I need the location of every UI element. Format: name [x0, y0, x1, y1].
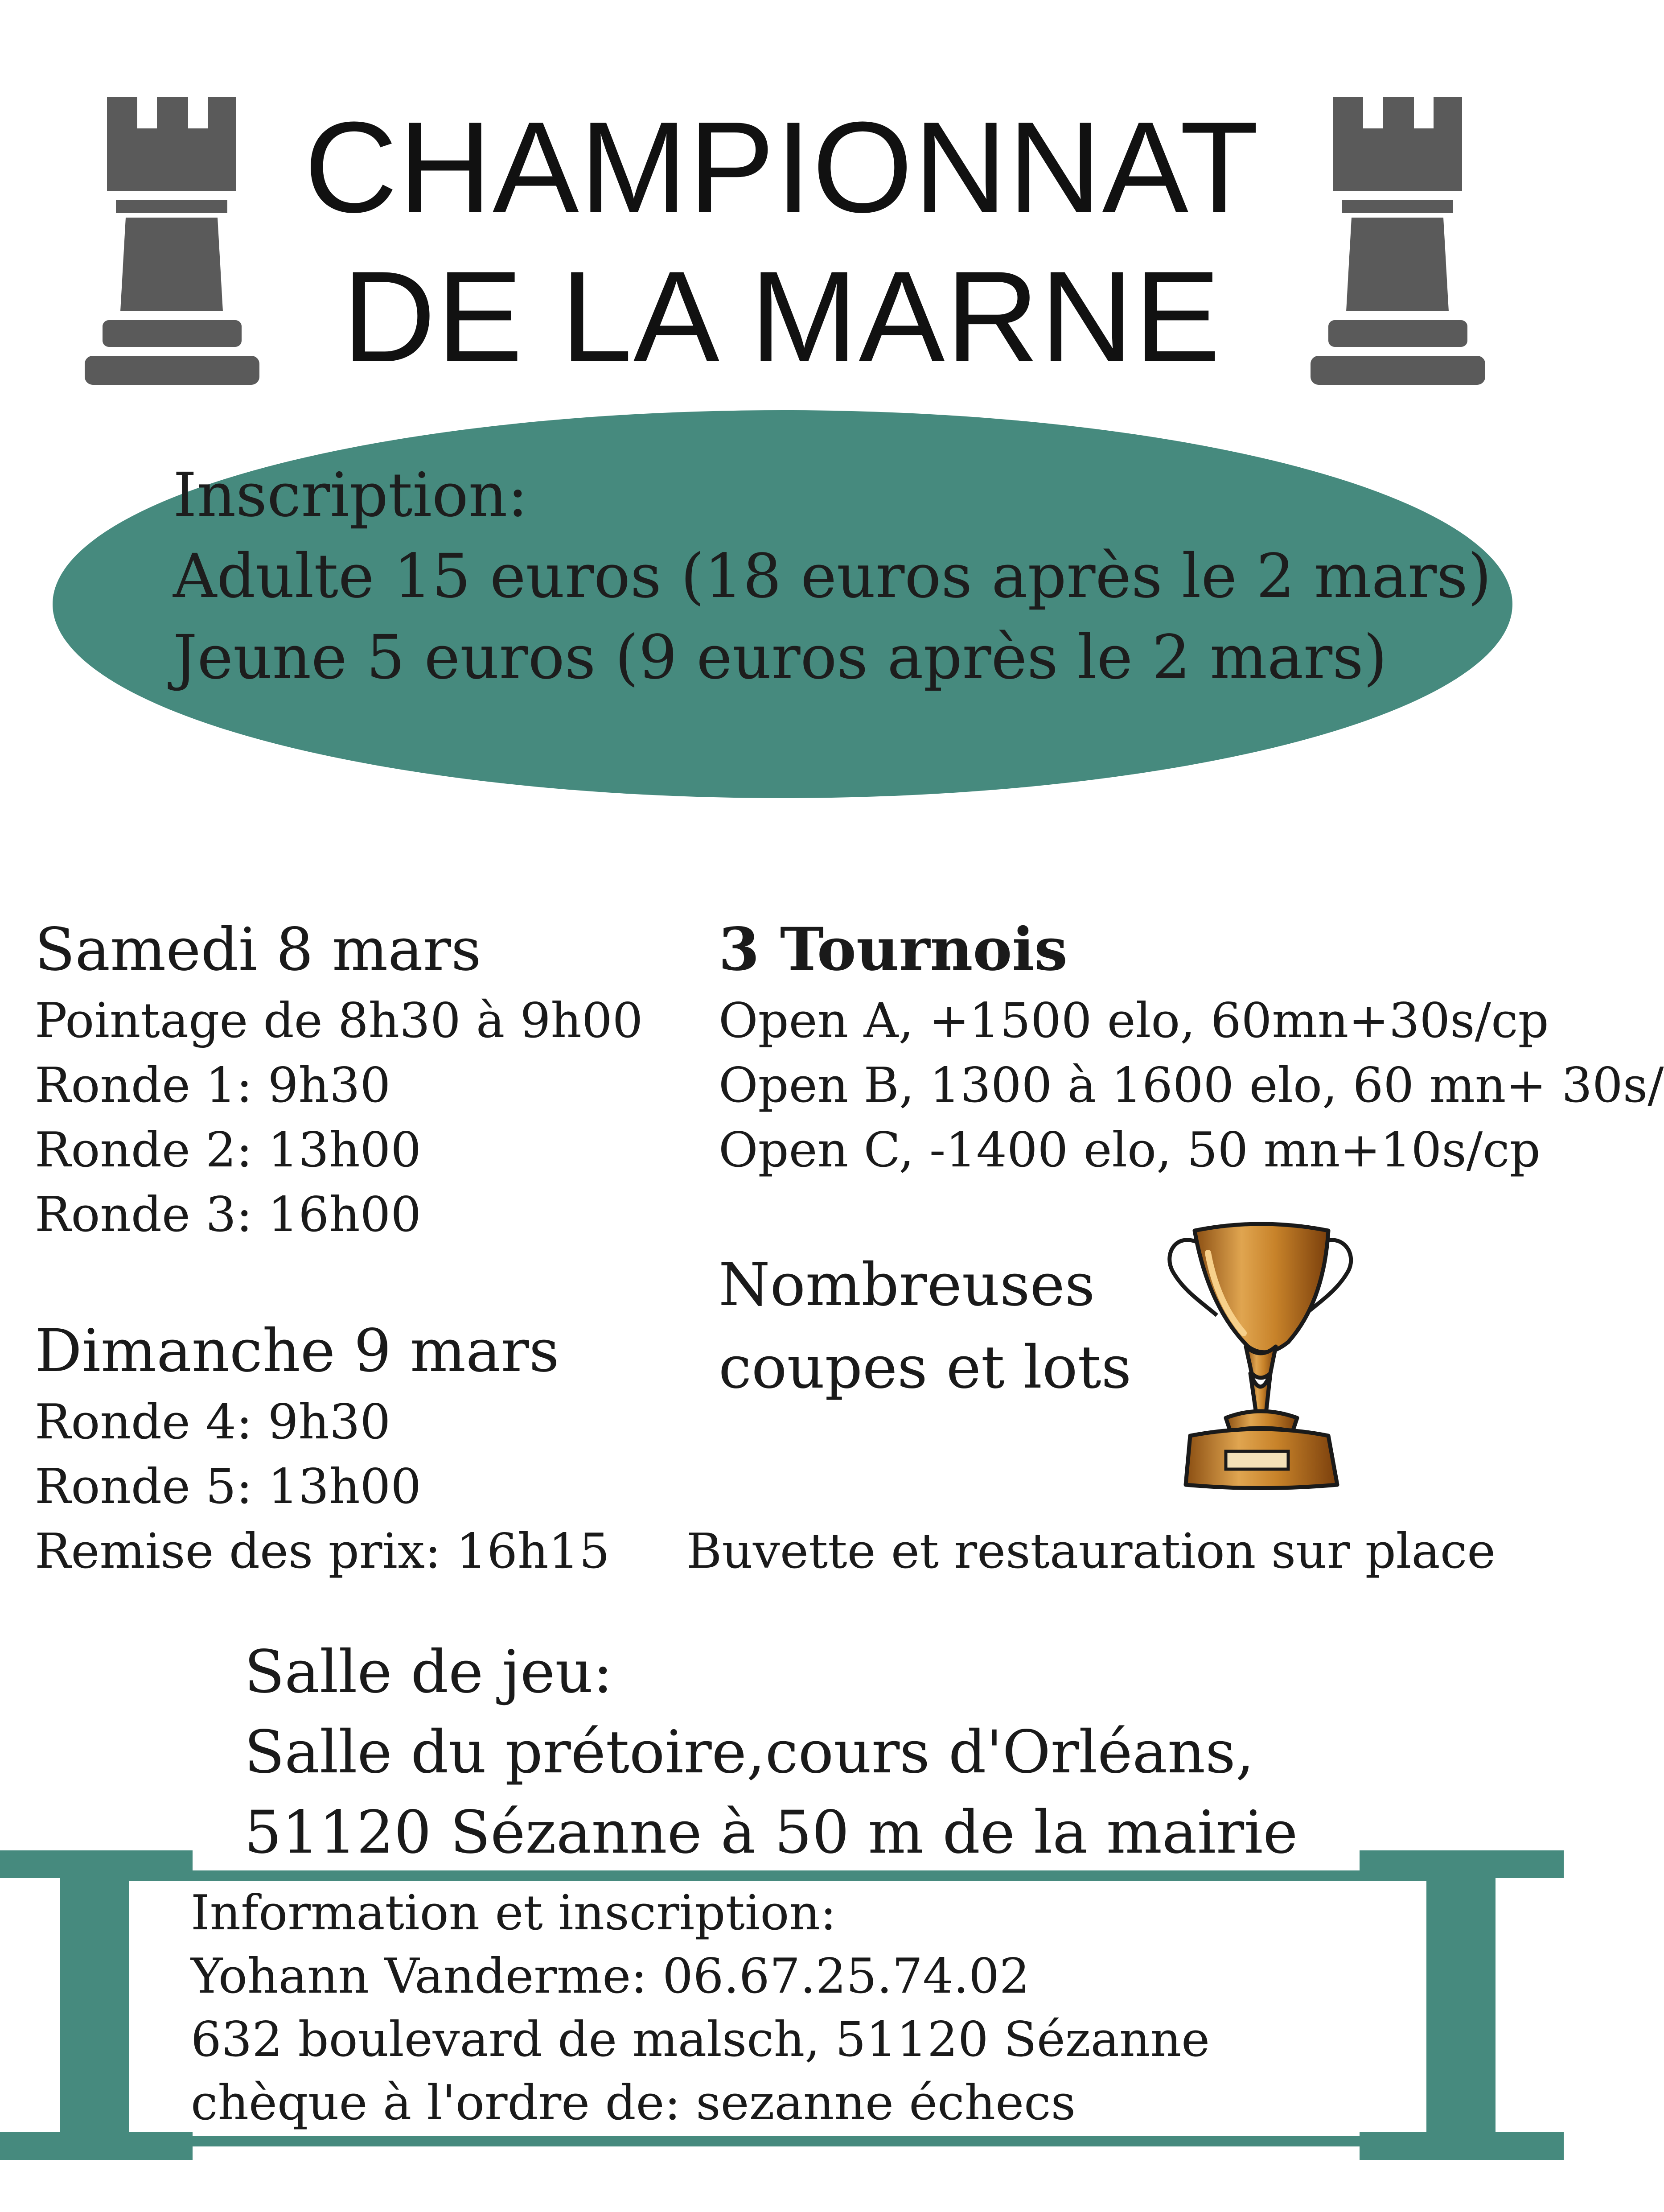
page-title-line-2: DE LA MARNE	[342, 244, 1221, 389]
venue	[244, 1632, 1298, 1873]
saturday-line: Ronde 2: 13h00	[35, 1122, 422, 1178]
refreshments-note: Buvette et restauration sur place	[686, 1524, 1496, 1579]
registration-adult: Adulte 15 euros (18 euros après le 2 mars)	[173, 541, 1491, 612]
registration-youth: Jeune 5 euros (9 euros après le 2 mars)	[173, 622, 1387, 693]
tournaments-heading: 3 Tournois	[719, 915, 1068, 984]
saturday-line: Ronde 3: 16h00	[35, 1187, 422, 1243]
contact-address: 632 boulevard de malsch, 51120 Sézanne	[191, 2012, 1210, 2068]
prizes-line-1: Nombreuses	[719, 1251, 1095, 1319]
trophy-icon	[1159, 1213, 1364, 1489]
contact-phone: Yohann Vanderme: 06.67.25.74.02	[191, 1948, 1030, 2004]
contact-info	[191, 1882, 1210, 2135]
tournament-line: Open B, 1300 à 1600 elo, 60 mn+ 30s/	[719, 1058, 1664, 1113]
saturday-heading: Samedi 8 mars	[35, 915, 481, 984]
frame-bar	[125, 1870, 1440, 1881]
venue-line-2: 51120 Sézanne à 50 m de la mairie	[244, 1798, 1298, 1867]
frame-bar	[125, 2136, 1440, 2146]
tournament-line: Open C, -1400 elo, 50 mn+10s/cp	[719, 1122, 1541, 1178]
saturday-schedule	[35, 916, 643, 1247]
tournament-line: Open A, +1500 elo, 60mn+30s/cp	[719, 993, 1549, 1049]
venue-heading: Salle de jeu:	[244, 1638, 613, 1706]
registration-heading: Inscription:	[173, 460, 528, 531]
saturday-line: Ronde 1: 9h30	[35, 1058, 391, 1113]
sunday-heading: Dimanche 9 mars	[35, 1317, 559, 1385]
sunday-line: Remise des prix: 16h15	[35, 1524, 610, 1579]
page-title: CHAMPIONNAT	[304, 95, 1260, 239]
prizes	[719, 1244, 1131, 1409]
contact-heading: Information et inscription:	[191, 1885, 837, 1941]
tournaments	[719, 915, 1664, 1182]
prizes-line-2: coupes et lots	[719, 1333, 1132, 1402]
venue-line-1: Salle du prétoire,cours d'Orléans,	[244, 1718, 1254, 1787]
sunday-schedule	[35, 1318, 610, 1584]
saturday-line: Pointage de 8h30 à 9h00	[35, 993, 643, 1049]
registration-text	[173, 455, 1491, 698]
frame-pillar	[60, 1878, 129, 2137]
frame-pillar	[1426, 1878, 1496, 2137]
sunday-line: Ronde 5: 13h00	[35, 1459, 422, 1515]
sunday-line: Ronde 4: 9h30	[35, 1394, 391, 1450]
contact-cheque: chèque à l'ordre de: sezanne échecs	[191, 2075, 1076, 2131]
